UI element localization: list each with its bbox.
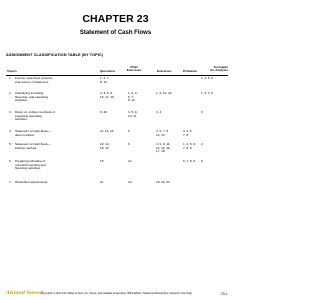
table-header [0,59,231,75]
row-problems: 1, 2, 5, 6, 7, 8, 9 [183,142,196,150]
row-number: 6. [9,159,12,163]
column-header-topics: Topics [7,69,17,73]
header-rule [6,75,228,76]
row-questions: 11, 13, 14 [100,129,114,133]
row-exercises: 3, 4 [156,110,162,114]
row-brief-exercises: 13 [128,180,132,184]
row-questions: 21 [100,180,104,184]
row-brief-exercises: 1, 2, 3, 6, 7, 8, 12 [128,91,138,103]
row-concepts: 6 [201,110,203,114]
row-number: 2. [9,91,12,95]
footer-copyright: Copyright © 2011 John Wiley & Sons, Inc. Kieso, Intermediate Accounting, IFRS Edition, Solutions Manual (For Instructor Use Only) [41,292,193,295]
row-number: 3. [9,110,12,114]
row-exercises: 4, 5, 7, 8, 12, 13 [156,129,169,137]
footer-logo: Ahmed Saeed [6,290,43,296]
row-concepts: 2 [201,142,203,146]
row-questions: 9, 20 [100,110,107,114]
column-header-exercises: Exercises [157,69,172,73]
row-topic: Preparing schedule of noncash investing and financing activities. [15,159,46,171]
row-questions: 18 [100,159,104,163]
row-problems: 6, 7, 8, 9 [183,159,196,163]
row-number: 4. [9,129,12,133]
row-exercises: 1, 2, 10, 16 [156,91,172,95]
row-concepts: 1, 3, 4, 5 [201,91,214,95]
row-topic: Statement of cash flows—direct method. [15,129,51,137]
page-number: 23-1 [221,291,228,296]
row-problems: 3, 4, 5, 7, 8 [183,129,193,137]
row-exercises: 19, 20, 21 [156,180,170,184]
row-questions: 3, 4, 5, 6, 16, 17, 19 [100,91,114,99]
column-header-brief-exercises: Brief Exercises [126,64,142,72]
row-brief-exercises: 6 [128,142,130,146]
row-brief-exercises: 6 [128,129,130,133]
column-header-concepts: Concepts for Analysis [210,64,228,72]
row-topic: Worksheet adjustments. [15,180,49,184]
row-concepts: 1, 2, 5, 6 [201,76,214,80]
row-exercises: 3, 6, 9, 11, 14, 15, 16, 17, 18 [156,142,171,154]
row-concepts: 6 [201,159,203,163]
row-topic: Statement of cash flows—indirect method. [15,142,51,150]
chapter-title: CHAPTER 23 [82,13,149,25]
page-footer [0,290,231,298]
section-title: ASSIGNMENT CLASSIFICATION TABLE (BY TOPIC) [6,52,104,57]
row-topic: Direct vs. indirect methods of preparing operating activities. [15,110,55,122]
row-brief-exercises: 4, 5, 9, 10, 11 [128,110,138,118]
row-number: 1. [9,76,12,80]
row-brief-exercises: 12 [128,159,132,163]
column-header-questions: Questions [100,69,116,73]
row-questions: 10, 12, 15, 16 [100,142,110,150]
chapter-subtitle: Statement of Cash Flows [79,30,152,36]
row-questions: 1, 2, 7, 8, 12 [100,76,110,84]
row-number: 5. [9,142,12,146]
row-topic: Classifying investing, financing, and operating activities. [15,91,49,103]
column-header-problems: Problems [183,69,198,73]
row-topic: Format, objectives purpose, and source of statement. [15,76,54,84]
row-number: 7. [9,180,12,184]
